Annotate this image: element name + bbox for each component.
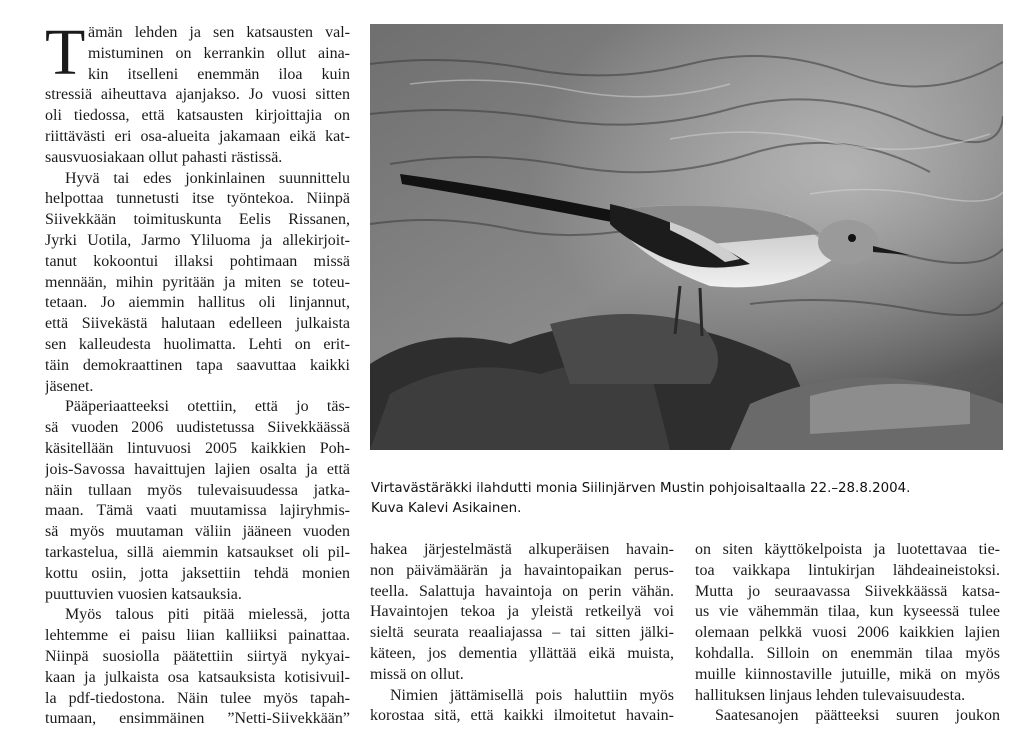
text-line: Havaintojen tekoa ja yleistä retkeilyä voi — [370, 603, 674, 621]
text-line: kottu osiin, jotta jaksettiin tehdä monien — [45, 564, 350, 582]
caption-line-2: Kuva Kalevi Asikainen. — [371, 501, 522, 516]
text-line: hallituksen linjaus lehden tulevaisuudesta. — [695, 686, 966, 704]
text-line: tetaan. Jo aiemmin hallitus oli linjannut, — [45, 294, 350, 312]
text-line: jois-Savossa havaittujen lajien osalta ja että — [45, 460, 350, 478]
text-line: mistuminen on kerrankin ollut aina- — [88, 44, 350, 62]
text-line: kohdalla. Silloin on enemmän tilaa myös — [695, 644, 1000, 662]
text-line: lehtemme ei paisu liian kalliiksi painattaa. — [45, 627, 350, 645]
text-line: Nimien jättämisellä pois haluttiin myös — [390, 686, 674, 704]
text-line: muille kiinnostaville jutuille, mikä on myös — [695, 665, 1000, 683]
text-line: missä on ollut. — [370, 665, 464, 683]
text-line: ämän lehden ja sen katsausten val- — [88, 24, 350, 41]
text-line: Hyvä tai edes jonkinlainen suunnittelu — [65, 169, 350, 187]
text-line: Niinpä suosiolla päätettiin siirtyä nykyai- — [45, 647, 350, 665]
text-line: olemaan pelkkä vuosi 2006 kaikkien lajien — [695, 624, 1000, 642]
text-line: stressiä aiheuttava ajanjakso. Jo vuosi sitten — [45, 86, 350, 104]
text-line: tumaan, ensimmäinen ”Netti-Siivekkään” — [45, 710, 350, 728]
drop-cap: T — [45, 16, 86, 89]
text-line: Saatesanojen päätteeksi suuren joukon — [715, 707, 1000, 725]
column-3-lines — [695, 541, 1000, 728]
text-line: näin tullaan myös tulevaisuudessa jatka- — [45, 481, 350, 499]
grey-wagtail-photo — [370, 24, 1003, 450]
bird-photo — [370, 24, 1003, 450]
text-line: kin itselleni enemmän iloa kuin — [88, 65, 350, 83]
text-line: kaan ja julkaista osa katsauksista kotisivuil- — [45, 668, 350, 686]
text-line: toa vaikkapa lintukirjan lähdeaineistoksi. — [695, 561, 1000, 579]
text-line: käteen, jos dementia yllättää eikä muista, — [370, 644, 674, 662]
text-line: korostaa sitä, että kaikki ilmoitetut havain- — [370, 707, 674, 725]
text-line: sen kalleudesta huolimatta. Lehti on erit- — [45, 335, 350, 353]
text-line: helpottaa tunnetusti itse työntekoa. Niinpä — [45, 190, 350, 208]
text-line: Siivekkään toimituskunta Eelis Rissanen, — [45, 211, 350, 229]
photo-caption — [371, 479, 1011, 519]
text-line: la pdf-tiedostona. Näin tulee myös tapah- — [45, 689, 350, 707]
text-line: Jyrki Uotila, Jarmo Yliluoma ja allekirjoit- — [45, 231, 350, 249]
column-2-lines — [370, 541, 674, 728]
text-line: non päivämäärän ja havaintopaikan perus- — [370, 561, 674, 579]
text-line: Mutta jo seuraavassa Siivekkäässä katsa- — [695, 582, 1000, 600]
text-line: täin demokraattinen tapa saavuttaa kaikki — [45, 356, 350, 374]
text-line: oli tiedossa, että katsausten kirjoittajia on — [45, 107, 350, 125]
text-line: Pääperiaatteeksi otettiin, että jo täs- — [65, 398, 350, 416]
text-line: riittävästi eri osa-alueita jakamaan eikä kat- — [45, 127, 350, 145]
text-line: puuttuvien vuosien katsauksia. — [45, 585, 242, 603]
text-line: sä myös muutaman väliin jääneen vuoden — [45, 523, 350, 541]
text-line: us vie vähemmän tilaa, kun kyseessä tulee — [695, 603, 1000, 621]
caption-line-1: Virtavästäräkki ilahdutti monia Siilinjärven Mustin pohjoisaltaalla 22.–28.8.2004. — [371, 481, 911, 496]
text-line: teella. Salattuja havaintoja on perin vähän. — [370, 582, 674, 600]
text-line: Myös talous piti pitää mielessä, jotta — [65, 606, 350, 624]
text-column-2 — [370, 541, 674, 728]
text-line: tarkastelua, sillä aiemmin katsaukset oli pil- — [45, 543, 350, 561]
text-line: mennään, mihin pyritään ja miten se toteu- — [45, 273, 350, 291]
text-line: käsitellään lintuvuosi 2005 kaikkien Poh- — [45, 439, 350, 457]
text-line: että Siivekästä halutaan edelleen julkaista — [45, 315, 350, 333]
column-1-lines — [45, 16, 350, 731]
text-line: maan. Tämä vaati muutamissa lajiryhmis- — [45, 502, 350, 520]
text-line: sieltä seurata reaaliajassa – tai sitten jälki- — [370, 624, 674, 642]
text-line: tanut kokoontui illaksi pohtimaan missä — [45, 252, 350, 270]
text-line: hakea järjestelmästä alkuperäisen havain- — [370, 541, 674, 558]
text-column-1 — [45, 16, 350, 731]
text-line: jäsenet. — [45, 377, 94, 395]
text-line: on siten käyttökelpoista ja luotettavaa tie- — [695, 541, 1000, 558]
text-line: sä vuoden 2006 uudistetussa Siivekkäässä — [45, 419, 350, 437]
text-column-3 — [695, 541, 1000, 728]
text-line: sausvuosiakaan ollut pahasti rästissä. — [45, 148, 283, 166]
